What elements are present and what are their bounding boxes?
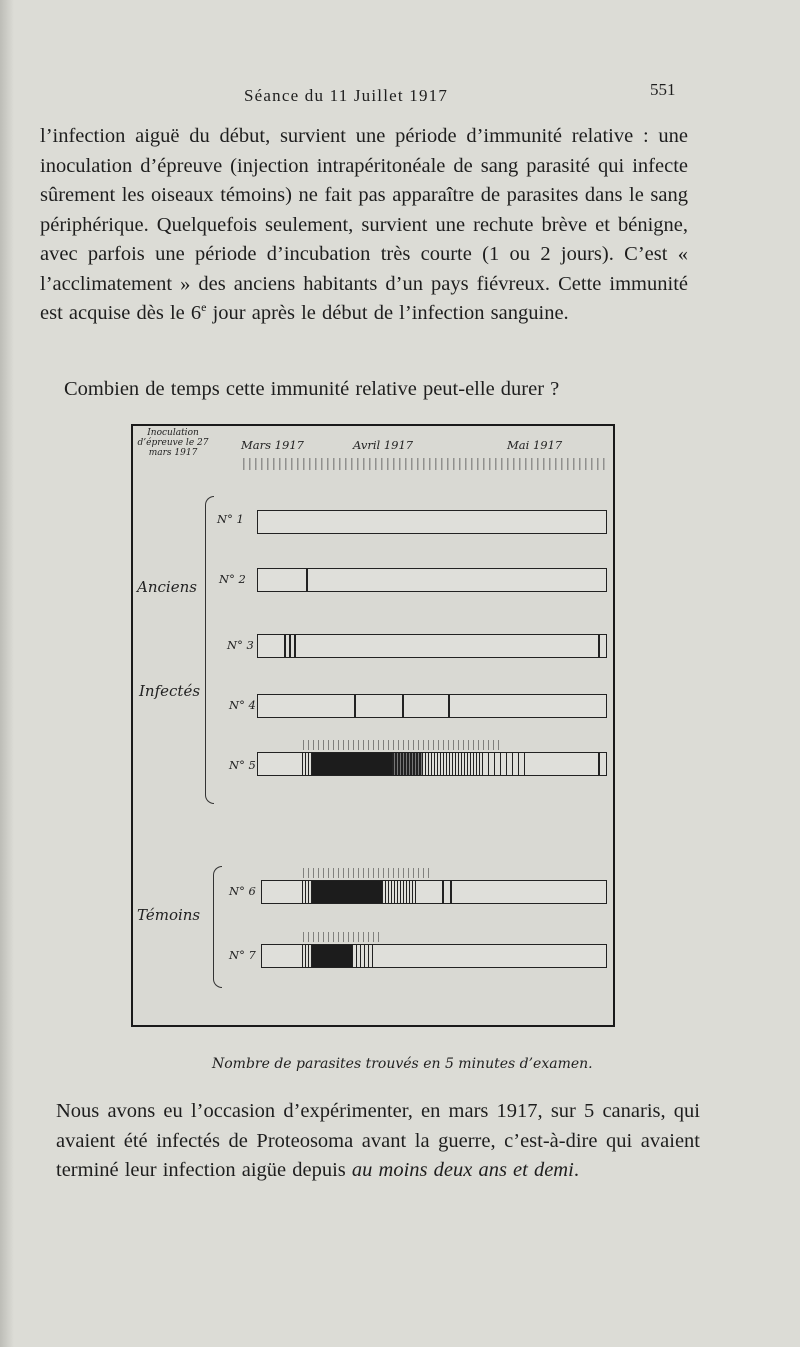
bar-row-6 [261,880,607,904]
row-label-5: N° 5 [229,758,256,772]
row-label-1: N° 1 [217,512,244,526]
bar-tick [598,753,600,775]
paragraph-1-text: l’infection aiguë du début, survient une période d’immunité relative : une inoculation d’épreuve (injection intrapéritonéale de sang parasité qui infecte sûrement les oiseaux témoins) ne fait pas apparaître de parasites dans le sang périphérique. Quelquefois seulement, survient une rechute brève et bénigne, avec parfois une période d’incubation très courte (1 ou 2 jours). C’est « l’acclimatement » des anciens habitants d’un pays fiévreux. Cette immunité est acquise dès le 6 [40,125,688,324]
bar-row-4 [257,694,607,718]
figure-caption: Nombre de parasites trouvés en 5 minutes d’examen. [212,1056,593,1072]
bar-row-3 [257,634,607,658]
bar-tick [284,635,286,657]
bar-tick [448,695,450,717]
bar-row-1 [257,510,607,534]
group-label-anciens: Anciens [137,578,197,596]
month-label-may: Mai 1917 [507,438,563,452]
bar-tick [442,881,444,903]
bar-row-2 [257,568,607,592]
parasite-count-marks [303,740,503,750]
density-band-sparse [382,881,418,903]
row-label-6: N° 6 [229,884,256,898]
density-band [392,753,422,775]
parasite-count-marks [303,932,383,942]
bar-tick [289,635,291,657]
running-head [0,80,800,116]
row-label-2: N° 2 [219,572,246,586]
month-label-march: Mars 1917 [241,438,304,452]
density-band-dense [312,881,382,903]
parasite-count-marks [303,868,433,878]
page-edge [0,0,14,1347]
bar-row-5 [257,752,607,776]
density-band-sparse [352,945,374,967]
brace-anciens-infectes [205,496,214,804]
paragraph-3 [56,1097,700,1186]
parasite-chart-figure [131,424,615,1027]
bar-tick [294,635,296,657]
density-band [302,753,312,775]
bar-tick [598,635,600,657]
paragraph-3-italic: au moins deux ans et demi [351,1159,574,1181]
bar-tick [450,881,452,903]
group-label-infectes: Infectés [139,682,201,700]
paragraph-2: Combien de temps cette immunité relative peut-elle durer ? [64,378,560,400]
day-number-strip [243,458,605,470]
month-label-april: Avril 1917 [353,438,414,452]
row-label-7: N° 7 [229,948,256,962]
bar-tick [402,695,404,717]
density-band [302,881,312,903]
paragraph-1-end: jour après le début de l’infection sanguine. [206,302,569,324]
paragraph-3-end: . [573,1159,579,1181]
density-band-dense [312,945,352,967]
density-band [302,945,312,967]
paragraph-3-text: Nous avons eu l’occasion d’expérimenter, en mars 1917, sur 5 canaris, qui avaient été infectés de Proteosoma avant la guerre, c’est-à-dire qui avaient terminé leur infection aigüe depuis [56,1100,700,1181]
bar-row-7 [261,944,607,968]
group-label-temoins: Témoins [137,906,201,924]
inoculation-label: Inoculation d’épreuve le 27 mars 1917 [137,428,209,458]
bar-tick [354,695,356,717]
density-band-dense [312,753,392,775]
density-band [422,753,482,775]
paragraph-1 [40,122,688,329]
running-head-title: Séance du 11 Juillet 1917 [244,86,449,105]
row-label-3: N° 3 [227,638,254,652]
row-label-4: N° 4 [229,698,256,712]
ordinal-superscript: e [201,300,207,315]
page-number: 551 [650,80,676,99]
bar-tick [306,569,308,591]
brace-temoins [213,866,222,988]
density-band-sparse [482,753,530,775]
